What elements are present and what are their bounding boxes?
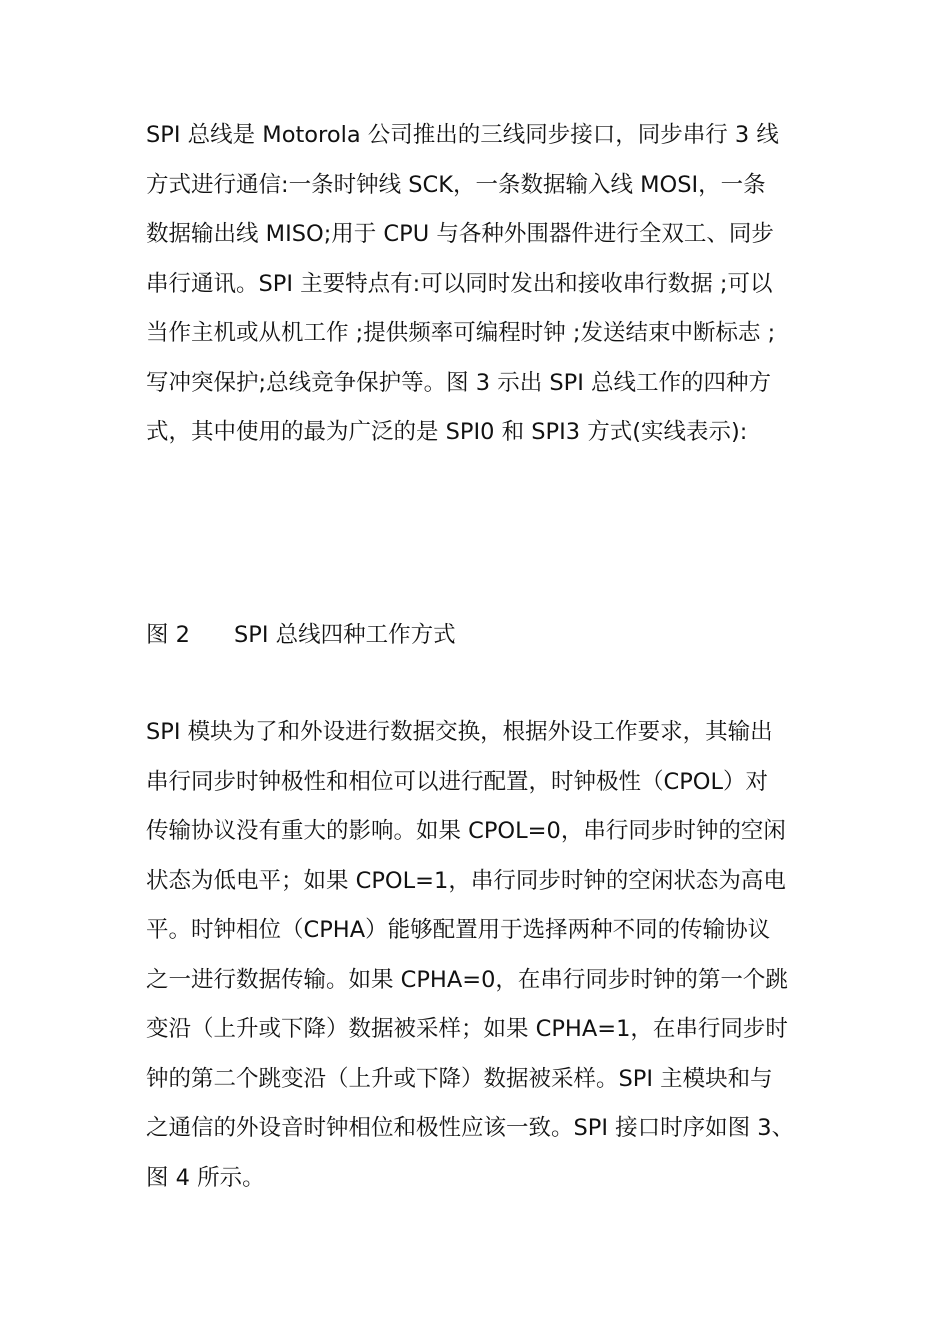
paragraph-spi-clock — [146, 708, 810, 1203]
text-line: 串行通讯。SPI 主要特点有:可以同时发出和接收串行数据 ;可以 — [146, 270, 773, 297]
text-line: 状态为低电平；如果 CPOL=1，串行同步时钟的空闲状态为高电 — [146, 867, 786, 894]
text-line: 当作主机或从机工作 ;提供频率可编程时钟 ;发送结束中断标志 ; — [146, 320, 776, 346]
text-line: 写冲突保护;总线竞争保护等。图 3 示出 SPI 总线工作的四种方 — [146, 369, 771, 396]
text-line: 式，其中使用的最为广泛的是 SPI0 和 SPI3 方式(实线表示): — [146, 419, 748, 445]
text-line: 数据输出线 MISO;用于 CPU 与各种外围器件进行全双工、同步 — [146, 221, 774, 247]
text-line: SPI 总线是 Motorola 公司推出的三线同步接口，同步串行 3 线 — [146, 122, 779, 148]
figure-caption — [146, 615, 456, 655]
text-line: 之一进行数据传输。如果 CPHA=0，在串行同步时钟的第一个跳 — [146, 966, 788, 993]
text-line: SPI 模块为了和外设进行数据交换，根据外设工作要求，其输出 — [146, 719, 773, 745]
text-line: 变沿（上升或下降）数据被采样；如果 CPHA=1，在串行同步时 — [146, 1016, 788, 1042]
text-line: 钟的第二个跳变沿（上升或下降）数据被采样。SPI 主模块和与 — [146, 1065, 773, 1092]
text-line: 传输协议没有重大的影响。如果 CPOL=0，串行同步时钟的空闲 — [146, 818, 786, 844]
paragraph-spi-intro — [146, 111, 810, 458]
text-line: 平。时钟相位（CPHA）能够配置用于选择两种不同的传输协议 — [146, 917, 771, 943]
text-line: 串行同步时钟极性和相位可以进行配置，时钟极性（CPOL）对 — [146, 768, 769, 795]
text-line: 图 4 所示。 — [146, 1164, 265, 1191]
figure-title: SPI 总线四种工作方式 — [234, 622, 456, 648]
text-line: 方式进行通信:一条时钟线 SCK，一条数据输入线 MOSI，一条 — [146, 171, 766, 198]
text-line: 之通信的外设音时钟相位和极性应该一致。SPI 接口时序如图 3、 — [146, 1115, 795, 1141]
figure-number: 图 2 — [146, 622, 190, 648]
